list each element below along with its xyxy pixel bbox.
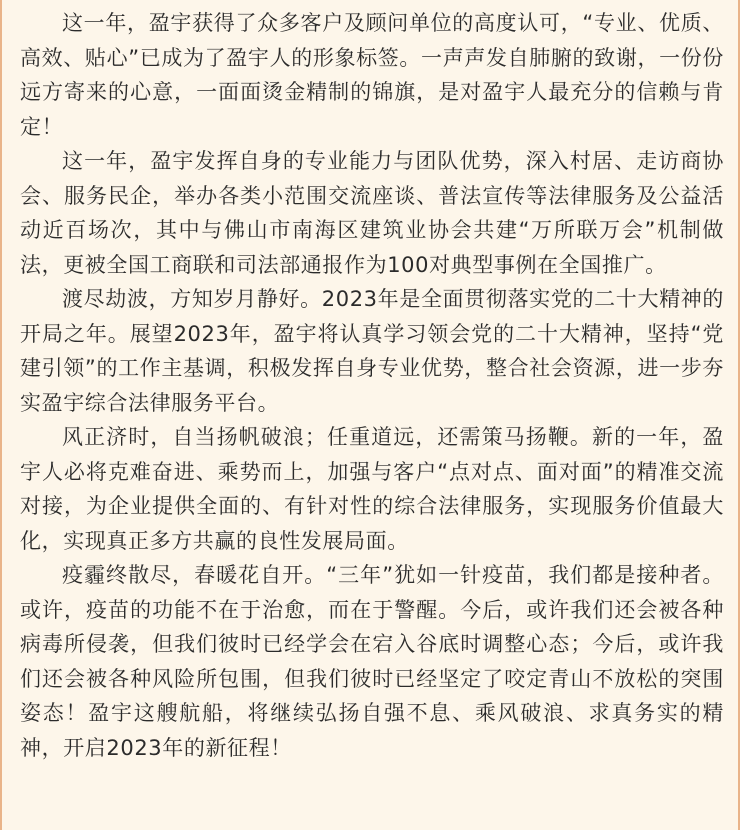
article-body <box>20 6 724 765</box>
paragraph-new-year: 风正济时，自当扬帆破浪；任重道远，还需策马扬鞭。新的一年，盈宇人必将克难奋进、乘势而上，加强与客户“点对点、面对面”的精准交流对接，为企业提供全面的、有针对性的综合法律服务，实现服务价值最大化，实现真正多方共赢的良性发展局面。 <box>20 425 724 553</box>
paragraph-outlook: 渡尽劫波，方知岁月静好。2023年是全面贯彻落实党的二十大精神的开局之年。展望2023年，盈宇将认真学习领会党的二十大精神，坚持“党建引领”的工作主基调，积极发挥自身专业优势，整合社会资源，进一步夯实盈宇综合法律服务平台。 <box>20 287 724 415</box>
paragraph-achievements: 这一年，盈宇获得了众多客户及顾问单位的高度认可，“专业、优质、高效、贴心”已成为了盈宇人的形象标签。一声声发自肺腑的致谢，一份份远方寄来的心意，一面面烫金精制的锦旗，是对盈宇人最充分的信赖与肯定！ <box>20 11 724 139</box>
paragraph-closing: 疫霾终散尽，春暖花自开。“三年”犹如一针疫苗，我们都是接种者。或许，疫苗的功能不在于治愈，而在于警醒。今后，或许我们还会被各种病毒所侵袭，但我们彼时已经学会在宕入谷底时调整心态；今后，或许我们还会被各种风险所包围，但我们彼时已经坚定了咬定青山不放松的突围姿态！盈宇这艘航船，将继续弘扬自强不息、乘风破浪、求真务实的精神，开启2023年的新征程！ <box>20 563 724 760</box>
paragraph-services: 这一年，盈宇发挥自身的专业能力与团队优势，深入村居、走访商协会、服务民企，举办各类小范围交流座谈、普法宣传等法律服务及公益活动近百场次，其中与佛山市南海区建筑业协会共建“万所联万会”机制做法，更被全国工商联和司法部通报作为100对典型事例在全国推广。 <box>20 149 724 277</box>
